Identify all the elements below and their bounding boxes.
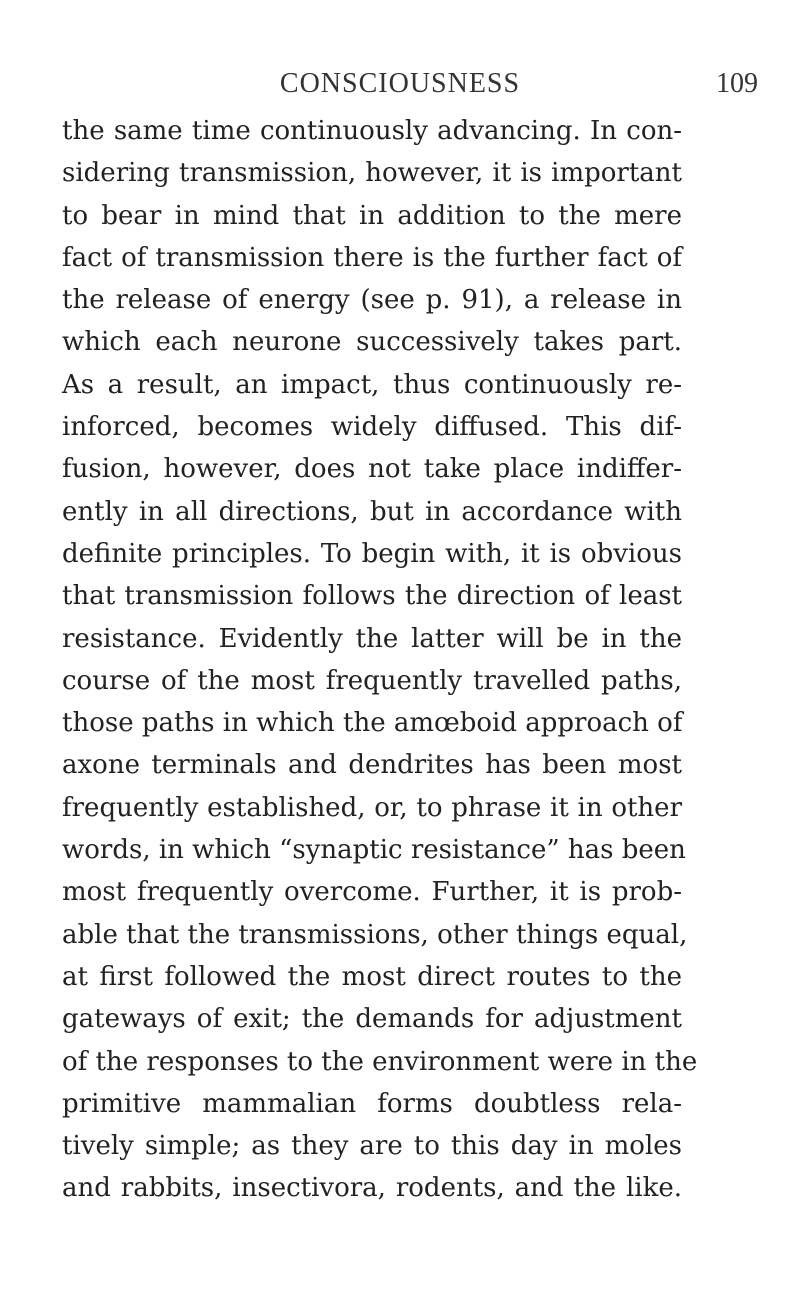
running-title: CONSCIOUSNESS (279, 68, 521, 99)
text-line: gateways of exit; the demands for adjustment (62, 1004, 682, 1035)
text-line: primitive mammalian forms doubtless rela- (62, 1088, 682, 1119)
text-line: the release of energy (see p. 91), a release in (62, 285, 682, 316)
running-head (120, 64, 758, 104)
text-line: able that the transmissions, other things equal, (62, 919, 688, 950)
text-line: that transmission follows the direction of least (62, 581, 682, 612)
text-line: frequently established, or, to phrase it in other (62, 792, 682, 823)
text-line: words, in which “synaptic resistance” has been (62, 835, 686, 866)
body-text (62, 110, 698, 1210)
text-line: most frequently overcome. Further, it is prob- (62, 877, 682, 908)
text-line: to bear in mind that in addition to the mere (62, 200, 682, 231)
text-line: course of the most frequently travelled paths, (62, 665, 682, 696)
text-line: at first followed the most direct routes to the (62, 961, 682, 992)
text-line: fusion, however, does not take place indiffer- (62, 454, 682, 485)
text-line: and rabbits, insectivora, rodents, and the like. (62, 1173, 682, 1204)
text-line: those paths in which the amœboid approach of (62, 708, 683, 739)
text-line: ently in all directions, but in accordance with (62, 496, 682, 527)
text-line: the same time continuously advancing. In con- (62, 116, 682, 146)
text-line: tively simple; as they are to this day in moles (62, 1131, 682, 1162)
text-line: fact of transmission there is the further fact of (62, 242, 682, 273)
text-line: As a result, an impact, thus continuously re- (62, 369, 682, 400)
page-number: 109 (716, 68, 758, 99)
text-line: of the responses to the environment were in the (62, 1046, 698, 1077)
text-line: resistance. Evidently the latter will be in the (62, 623, 682, 654)
text-line: definite principles. To begin with, it is obvious (62, 538, 682, 569)
text-line: inforced, becomes widely diffused. This dif- (62, 412, 682, 443)
text-line: which each neurone successively takes part. (62, 327, 682, 358)
text-line: sidering transmission, however, it is important (62, 158, 682, 189)
text-line: axone terminals and dendrites has been most (62, 750, 682, 781)
